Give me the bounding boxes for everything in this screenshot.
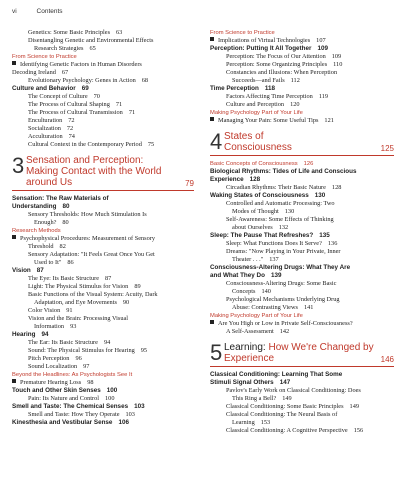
chapter-title — [224, 131, 394, 153]
toc-subentry — [12, 355, 194, 363]
toc-page-number: 72 — [68, 117, 75, 124]
toc-entry-text: Light: The Physical Stimulus for Vision — [28, 283, 129, 290]
toc-entry-text: The Eye: Its Basic Structure — [28, 275, 99, 282]
chapter-title-line: Making Contact with the World — [26, 166, 162, 177]
toc-feature-entry — [12, 61, 194, 69]
toc-page-number: 121 — [324, 117, 334, 124]
toc-subentry — [210, 411, 394, 419]
toc-section — [210, 192, 394, 200]
toc-page-number: 65 — [89, 45, 96, 52]
toc-subentry — [12, 363, 194, 371]
chapter-number: 5 — [210, 340, 223, 365]
toc-page-number: 109 — [317, 45, 328, 52]
toc-entry-text: Sensory Adaptation: "It Feels Great Once You Get — [28, 251, 155, 258]
toc-entry-text: Sound: The Physical Stimulus for Hearing — [28, 347, 135, 354]
toc-feature-heading — [210, 109, 394, 117]
toc-entry-text: Are You High or Low in Private Self-Consciousness? — [218, 320, 353, 327]
toc-entry-text: Consciousness-Altering Drugs: What They Are — [210, 264, 351, 271]
toc-subentry — [210, 101, 394, 109]
toc-entry-text: Time Perception — [210, 85, 259, 92]
toc-feature-heading — [12, 53, 194, 61]
toc-section — [12, 387, 194, 395]
toc-continuation — [210, 419, 394, 427]
toc-continuation — [210, 224, 394, 232]
toc-feature-heading — [12, 371, 194, 379]
toc-page-number: 136 — [327, 240, 338, 247]
toc-page-number: 91 — [66, 307, 73, 314]
toc-page-number: 118 — [264, 85, 276, 92]
toc-section — [12, 85, 194, 93]
toc-subentry — [12, 307, 194, 315]
chapter-title-line: Experience — [224, 353, 275, 364]
toc-entry-text: Smell and Taste: How They Operate — [28, 411, 120, 418]
toc-entry-text: Classical Conditioning: The Neural Basis of — [226, 411, 338, 418]
toc-entry-text: Cultural Context in the Contemporary Period — [28, 141, 142, 148]
chapter-heading — [210, 342, 394, 367]
toc-page-number: 130 — [314, 192, 326, 199]
toc-page-number: 110 — [333, 61, 343, 68]
toc-section — [12, 267, 194, 275]
toc-entry-text: Evolutionary Psychology: Genes in Action — [28, 77, 136, 84]
toc-subentry — [12, 211, 194, 219]
toc-entry-text: Culture and Behavior — [12, 85, 76, 92]
toc-subentry — [210, 296, 394, 304]
toc-section — [210, 371, 394, 379]
toc-feature-entry — [210, 320, 394, 328]
toc-entry-text: Classical Conditioning: Some Basic Principles — [226, 403, 344, 410]
toc-page-number: 68 — [141, 77, 149, 84]
toc-entry-text: The Process of Cultural Shaping — [28, 101, 110, 108]
toc-entry-text: Culture and Perception — [226, 101, 285, 108]
chapter-title-line: Learning: How We're Changed by — [224, 342, 374, 353]
chapter-title-line: Sensation and Perception: — [26, 155, 144, 166]
toc-continuation — [12, 219, 194, 227]
toc-entry-text: Concepts — [232, 288, 256, 295]
toc-continuation — [210, 395, 394, 403]
toc-entry-text: Abuse: Contrasting Views — [232, 304, 298, 311]
toc-page-number: 89 — [134, 283, 141, 290]
running-header — [12, 8, 63, 15]
toc-subentry — [12, 411, 194, 419]
toc-subentry — [210, 240, 394, 248]
toc-page-number: 126 — [303, 161, 314, 167]
toc-page-number: 137 — [269, 256, 279, 263]
contents-column-left — [12, 29, 194, 427]
square-bullet-icon — [210, 37, 214, 41]
toc-subentry — [12, 109, 194, 117]
toc-entry-text: Consciousness-Altering Drugs: Some Basic — [226, 280, 337, 287]
toc-page-number: 128 — [249, 176, 261, 183]
toc-subentry — [210, 387, 394, 395]
toc-subentry — [12, 315, 194, 323]
toc-entry-text: The Ear: Its Basic Structure — [28, 339, 98, 346]
toc-section — [210, 45, 394, 53]
toc-page-number: 87 — [36, 267, 44, 274]
toc-subentry — [12, 101, 194, 109]
toc-subentry — [12, 125, 194, 133]
toc-entry-text: Basic Functions of the Visual System: Acuity, Dark — [28, 291, 158, 298]
header-label: Contents — [36, 8, 63, 15]
toc-subentry — [12, 283, 194, 291]
toc-subentry — [12, 93, 194, 101]
chapter-page: 125 — [380, 144, 394, 153]
toc-entry-text: Waking States of Consciousness — [210, 192, 309, 199]
toc-entry-text: Acculturation — [28, 133, 63, 140]
toc-page-number: 128 — [331, 184, 342, 191]
toc-feature-heading — [210, 29, 394, 37]
toc-entry-text: Research Methods — [12, 228, 61, 234]
toc-section — [210, 264, 394, 272]
toc-entry-text: A Self-Assessment — [226, 328, 274, 335]
toc-section — [210, 232, 394, 240]
toc-page-number: 103 — [134, 403, 145, 410]
toc-page-number: 153 — [260, 419, 271, 426]
toc-entry-text: Kinesthesia and Vestibular Sense — [12, 419, 113, 426]
chapter-number: 3 — [12, 153, 25, 178]
toc-page-number: 142 — [279, 328, 290, 335]
toc-subentry — [210, 200, 394, 208]
toc-page-number: 94 — [41, 331, 49, 338]
toc-entry-text: Classical Conditioning: A Cognitive Perspective — [226, 427, 348, 434]
toc-continuation — [12, 323, 194, 331]
toc-entry-text: Sensory Thresholds: How Much Stimulation Is — [28, 211, 147, 218]
toc-entry-text: Premature Hearing Loss — [20, 379, 82, 386]
toc-subentry — [12, 243, 194, 251]
toc-entry-text: Information — [34, 323, 65, 330]
toc-entry-text: Research Strategies — [34, 45, 84, 52]
toc-entry-text: Psychological Mechanisms Underlying Drug — [226, 296, 340, 303]
toc-page-number: 63 — [116, 29, 123, 36]
toc-entry-text: The Process of Cultural Transmission — [28, 109, 123, 116]
toc-section — [210, 168, 394, 176]
toc-entry-text: Sound Localization — [28, 363, 78, 370]
chapter-page: 79 — [185, 179, 194, 188]
toc-continuation — [210, 256, 394, 264]
toc-entry-text: Experience — [210, 176, 244, 183]
toc-page-number: 95 — [140, 347, 148, 354]
toc-feature-entry — [12, 235, 194, 243]
toc-continuation — [12, 259, 194, 267]
toc-subentry — [12, 347, 194, 355]
toc-section — [210, 379, 394, 387]
toc-subentry — [12, 339, 194, 347]
toc-page-number: 139 — [270, 272, 282, 279]
toc-page-number: 149 — [349, 403, 359, 410]
toc-subentry — [210, 280, 394, 288]
square-bullet-icon — [210, 320, 214, 324]
toc-page-number: 132 — [278, 224, 289, 231]
toc-entry-text: about Ourselves — [232, 224, 273, 231]
toc-page-number: 94 — [103, 339, 111, 346]
toc-subentry — [210, 248, 394, 256]
toc-subentry — [210, 61, 394, 69]
toc-page-number: 109 — [331, 53, 342, 60]
toc-entry-text: Classical Conditioning: Learning That Some — [210, 371, 343, 378]
toc-page-number: 100 — [105, 395, 115, 402]
toc-entry-text: The Concept of Culture — [28, 93, 88, 100]
toc-entry-text: Enough? — [34, 219, 57, 226]
toc-entry-text: Disentangling Genetic and Environmental Effects — [28, 37, 154, 44]
toc-subentry — [210, 69, 394, 77]
toc-entry-text: Enculturation — [28, 117, 63, 124]
chapter-title — [26, 155, 194, 188]
toc-entry-text: Self-Awareness: Some Effects of Thinking — [226, 216, 334, 223]
square-bullet-icon — [12, 235, 16, 239]
toc-page-number: 106 — [118, 419, 129, 426]
toc-feature-heading — [210, 160, 394, 168]
page-number: vi — [12, 8, 17, 15]
chapter-title-line: Consciousness — [224, 142, 292, 153]
toc-feature-entry — [210, 117, 394, 125]
toc-entry-text: Perception: The Focus of Our Attention — [226, 53, 326, 60]
toc-entry-text: Biological Rhythms: Tides of Life and Conscious — [210, 168, 357, 175]
toc-page-number: 156 — [353, 427, 364, 434]
toc-subentry — [12, 133, 194, 141]
toc-entry-text: Smell and Taste: The Chemical Senses — [12, 403, 129, 410]
toc-entry-text: Sleep: What Functions Does It Serve? — [226, 240, 322, 247]
chapter-heading — [12, 155, 194, 191]
toc-section — [12, 403, 194, 411]
toc-page-number: 86 — [67, 259, 74, 266]
toc-page-number: 74 — [68, 133, 75, 140]
toc-section — [210, 176, 394, 184]
toc-page-number: 97 — [83, 363, 90, 370]
toc-entry-text: Pain: Its Nature and Control — [28, 395, 100, 402]
toc-entry-text: Modes of Thought — [232, 208, 279, 215]
toc-page-number: 107 — [316, 37, 326, 44]
toc-entry-text: Pitch Perception — [28, 355, 70, 362]
toc-feature-heading — [12, 227, 194, 235]
toc-page-number: 69 — [81, 85, 89, 92]
toc-entry-text: Basic Concepts of Consciousness — [210, 161, 298, 167]
toc-continuation — [210, 77, 394, 85]
contents-column-right — [210, 29, 394, 435]
toc-continuation — [12, 299, 194, 307]
toc-entry-text: Used to It" — [34, 259, 62, 266]
toc-page-number: 120 — [290, 101, 300, 108]
toc-page-number: 140 — [261, 288, 271, 295]
toc-entry-text: Beyond the Headlines: As Psychologists See It — [12, 372, 133, 378]
toc-section — [12, 419, 194, 427]
toc-page-number: 103 — [125, 411, 135, 418]
toc-subentry — [12, 251, 194, 259]
toc-page-number: 100 — [106, 387, 118, 394]
toc-section — [12, 331, 194, 339]
toc-section — [12, 203, 194, 211]
toc-subentry — [210, 403, 394, 411]
toc-subentry — [210, 93, 394, 101]
toc-entry-text: Sleep: The Pause That Refreshes? — [210, 232, 314, 239]
toc-page-number: 93 — [70, 323, 77, 330]
toc-page-number: 141 — [303, 304, 314, 311]
chapter-title-line: around Us — [26, 177, 73, 188]
toc-continuation — [210, 208, 394, 216]
toc-page-number: 71 — [115, 101, 123, 108]
toc-entry-text: Theater . . ." — [232, 256, 264, 263]
toc-entry-text: From Science to Practice — [210, 30, 275, 36]
toc-subentry — [210, 328, 394, 336]
toc-entry-text: Dreams: "Now Playing in Your Private, Inner — [226, 248, 341, 255]
chapter-title — [224, 342, 394, 364]
toc-entry-text: Managing Your Pain: Some Useful Tips — [218, 117, 319, 124]
toc-feature-entry — [12, 379, 194, 387]
toc-entry-text: Controlled and Automatic Processing: Two — [226, 200, 335, 207]
square-bullet-icon — [12, 379, 16, 383]
toc-page-number: 119 — [318, 93, 329, 100]
toc-subentry — [12, 29, 194, 37]
toc-entry-text: Pavlov's Early Work on Classical Conditioning: Does — [226, 387, 361, 394]
toc-entry-text: Implications of Virtual Technologies — [218, 37, 311, 44]
toc-entry — [12, 69, 194, 77]
toc-continuation — [210, 304, 394, 312]
toc-subentry — [210, 53, 394, 61]
toc-page-number: 147 — [279, 379, 291, 386]
toc-page-number: 96 — [75, 355, 82, 362]
toc-page-number: 71 — [128, 109, 136, 116]
toc-section — [210, 85, 394, 93]
toc-subentry — [12, 77, 194, 85]
toc-entry-text: Making Psychology Part of Your Life — [210, 313, 303, 319]
toc-entry-text: This Ring a Bell? — [232, 395, 277, 402]
toc-subentry — [12, 37, 194, 45]
toc-entry-text: Socialization — [28, 125, 61, 132]
toc-entry-text: Making Psychology Part of Your Life — [210, 110, 303, 116]
toc-subentry — [210, 427, 394, 435]
toc-entry-text: Identifying Genetic Factors in Human Disorders — [20, 61, 142, 68]
toc-page-number: 80 — [62, 203, 70, 210]
toc-entry-text: Genetics: Some Basic Principles — [28, 29, 111, 36]
chapter-title-line: States of — [224, 131, 264, 142]
toc-entry-text: and What They Do — [210, 272, 265, 279]
toc-entry-text: Decoding Ireland — [12, 69, 56, 76]
toc-page-number: 67 — [61, 69, 69, 76]
toc-subentry — [12, 291, 194, 299]
toc-entry-text: Understanding — [12, 203, 57, 210]
chapter-heading — [210, 131, 394, 156]
toc-entry-text: Touch and Other Skin Senses — [12, 387, 101, 394]
toc-page-number: 149 — [282, 395, 292, 402]
chapter-number: 4 — [210, 129, 223, 154]
toc-page-number: 72 — [66, 125, 74, 132]
toc-feature-entry — [210, 37, 394, 45]
toc-page-number: 135 — [319, 232, 330, 239]
toc-subentry — [12, 117, 194, 125]
toc-page-number: 98 — [87, 379, 94, 386]
toc-subentry — [12, 395, 194, 403]
toc-entry-text: From Science to Practice — [12, 54, 77, 60]
toc-page-number: 70 — [93, 93, 100, 100]
chapter-page: 146 — [380, 355, 394, 364]
toc-entry-text: Hearing — [12, 331, 36, 338]
toc-page-number: 87 — [105, 275, 112, 282]
toc-section — [12, 195, 194, 203]
toc-page-number: 75 — [147, 141, 155, 148]
toc-continuation — [210, 288, 394, 296]
toc-entry-text: Sensation: The Raw Materials of — [12, 195, 109, 202]
toc-page-number: 90 — [122, 299, 130, 306]
toc-entry-text: Perception: Putting It All Together — [210, 45, 312, 52]
toc-entry-text: Succeeds—and Fails — [232, 77, 285, 84]
toc-entry-text: Vision and the Brain: Processing Visual — [28, 315, 129, 322]
toc-subentry — [210, 184, 394, 192]
toc-page-number: 82 — [59, 243, 66, 250]
toc-section — [210, 272, 394, 280]
chapter-title-lead: Learning: — [224, 342, 266, 353]
square-bullet-icon — [12, 61, 16, 65]
toc-subentry — [12, 275, 194, 283]
toc-page-number: 112 — [290, 77, 300, 84]
toc-entry-text: Learning — [232, 419, 255, 426]
toc-subentry — [210, 216, 394, 224]
toc-entry-text: Factors Affecting Time Perception — [226, 93, 313, 100]
toc-entry-text: Vision — [12, 267, 31, 274]
toc-entry-text: Adaptation, and Eye Movements — [34, 299, 117, 306]
toc-entry-text: Psychophysical Procedures: Measurement of Sensory — [20, 235, 156, 242]
toc-page-number: 80 — [62, 219, 69, 226]
toc-entry-text: Color Vision — [28, 307, 61, 314]
toc-entry-text: Circadian Rhythms: Their Basic Nature — [226, 184, 326, 191]
toc-page-number: 130 — [284, 208, 295, 215]
toc-subentry — [12, 141, 194, 149]
toc-entry-text: Stimuli Signal Others — [210, 379, 274, 386]
toc-entry-text: Perception: Some Organizing Principles — [226, 61, 328, 68]
toc-entry-text: Constancies and Illusions: When Perception — [226, 69, 338, 76]
toc-continuation — [12, 45, 194, 53]
toc-feature-heading — [210, 312, 394, 320]
square-bullet-icon — [210, 117, 214, 121]
toc-entry-text: Threshold — [28, 243, 54, 250]
